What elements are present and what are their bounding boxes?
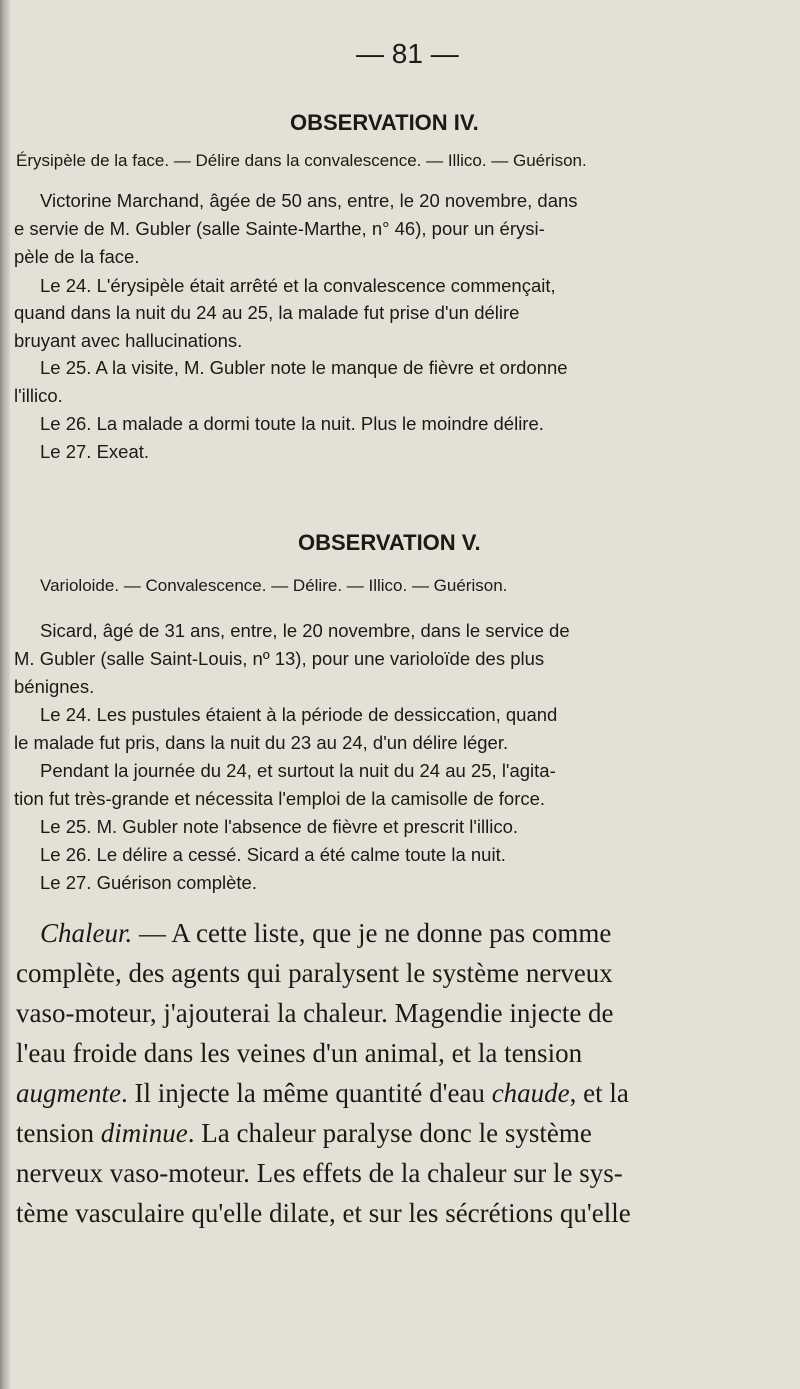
obs4-line: e servie de M. Gubler (salle Sainte-Marthe, n° 46), pour un érysi- xyxy=(14,218,545,239)
chaleur-heading: Chaleur. xyxy=(40,918,133,948)
obs5-line: M. Gubler (salle Saint-Louis, nº 13), pour une varioloïde des plus xyxy=(14,648,545,669)
observation-4-summary: Érysipèle de la face. — Délire dans la convalescence. — Illico. — Guérison. xyxy=(16,151,587,170)
observation-5-title: OBSERVATION V. xyxy=(298,530,481,555)
chaleur-line: complète, des agents qui paralysent le système nerveux xyxy=(16,958,613,988)
obs5-line: Le 26. Le délire a cessé. Sicard a été calme toute la nuit. xyxy=(40,844,506,865)
obs4-line: Le 24. L'érysipèle était arrêté et la convalescence commençait, xyxy=(40,275,556,296)
obs4-line: Le 26. La malade a dormi toute la nuit. Plus le moindre délire. xyxy=(40,413,544,434)
observation-4-title: OBSERVATION IV. xyxy=(290,110,479,135)
obs5-line: Le 27. Guérison complète. xyxy=(40,872,257,893)
chaleur-line: vaso-moteur, j'ajouterai la chaleur. Magendie injecte de xyxy=(16,998,614,1028)
obs4-line: pèle de la face. xyxy=(14,246,140,267)
obs4-line: Victorine Marchand, âgée de 50 ans, entre, le 20 novembre, dans xyxy=(40,190,578,211)
chaleur-line: l'eau froide dans les veines d'un animal, et la tension xyxy=(16,1038,583,1068)
chaleur-line: nerveux vaso-moteur. Les effets de la chaleur sur le sys- xyxy=(16,1158,623,1188)
obs5-line: le malade fut pris, dans la nuit du 23 au 24, d'un délire léger. xyxy=(14,732,509,753)
obs5-line: Le 25. M. Gubler note l'absence de fièvre et prescrit l'illico. xyxy=(40,816,519,837)
obs5-line: bénignes. xyxy=(14,676,95,697)
obs4-line: Le 25. A la visite, M. Gubler note le manque de fièvre et ordonne xyxy=(40,357,568,378)
obs4-line: bruyant avec hallucinations. xyxy=(14,330,243,351)
obs4-line: Le 27. Exeat. xyxy=(40,441,150,462)
obs4-line: l'illico. xyxy=(14,385,63,406)
obs5-line: tion fut très-grande et nécessita l'emploi de la camisolle de force. xyxy=(14,788,546,809)
obs5-line: Le 24. Les pustules étaient à la période de dessiccation, quand xyxy=(40,704,558,725)
page-number: — 81 — xyxy=(356,38,459,69)
obs5-line: Pendant la journée du 24, et surtout la nuit du 24 au 25, l'agita- xyxy=(40,760,556,781)
obs5-line: Sicard, âgé de 31 ans, entre, le 20 novembre, dans le service de xyxy=(40,620,570,641)
chaleur-line: tème vasculaire qu'elle dilate, et sur les sécrétions qu'elle xyxy=(16,1198,631,1228)
page-binding-edge xyxy=(0,0,10,1389)
obs4-line: quand dans la nuit du 24 au 25, la malade fut prise d'un délire xyxy=(14,302,520,323)
chaleur-line: Chaleur. — A cette liste, que je ne donne pas comme xyxy=(40,918,612,948)
observation-5-summary: Varioloide. — Convalescence. — Délire. — Illico. — Guérison. xyxy=(40,576,508,595)
chaleur-line: tension diminue. La chaleur paralyse donc le système xyxy=(16,1118,592,1148)
chaleur-line: augmente. Il injecte la même quantité d'eau chaude, et la xyxy=(16,1078,629,1108)
